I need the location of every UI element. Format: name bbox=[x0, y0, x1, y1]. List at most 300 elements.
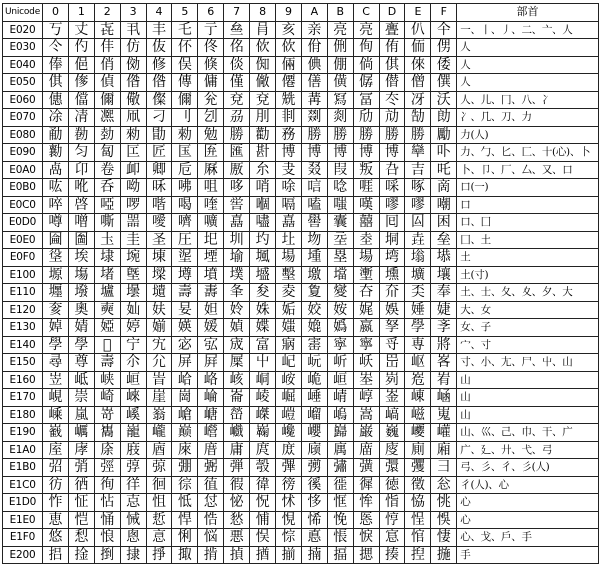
glyph-cell: 尒 bbox=[120, 354, 146, 372]
glyph-cell: 冴 bbox=[405, 91, 431, 109]
glyph-cell: 垌 bbox=[379, 231, 405, 249]
glyph-cell: 卟 bbox=[431, 144, 457, 162]
glyph-cell: 徦 bbox=[224, 476, 250, 494]
glyph-cell: 媸 bbox=[276, 319, 302, 337]
glyph-cell: 丂 bbox=[43, 21, 69, 39]
glyph-cell: 娛 bbox=[379, 301, 405, 319]
glyph-cell: 捸 bbox=[120, 546, 146, 564]
glyph-cell: 嚞 bbox=[224, 214, 250, 232]
glyph-cell: 屮 bbox=[250, 354, 276, 372]
glyph-cell: 徇 bbox=[94, 476, 120, 494]
glyph-cell: 冭 bbox=[379, 91, 405, 109]
glyph-cell: 丮 bbox=[120, 21, 146, 39]
glyph-cell: 嬴 bbox=[353, 319, 379, 337]
glyph-cell: 塲 bbox=[68, 266, 94, 284]
glyph-cell: 喹 bbox=[198, 196, 224, 214]
glyph-cell: 屏 bbox=[172, 354, 198, 372]
glyph-cell: 肙 bbox=[250, 21, 276, 39]
glyph-cell: 恺 bbox=[68, 511, 94, 529]
glyph-cell: 埃 bbox=[68, 249, 94, 267]
glyph-cell: 啄 bbox=[405, 179, 431, 197]
glyph-cell: 峘 bbox=[327, 371, 353, 389]
unicode-code-cell: E1C0 bbox=[3, 476, 43, 494]
glyph-cell: 廀 bbox=[379, 441, 405, 459]
glyph-cell: 侽 bbox=[431, 39, 457, 57]
glyph-cell: 徝 bbox=[198, 476, 224, 494]
glyph-cell: 弻 bbox=[198, 459, 224, 477]
glyph-cell: 勂 bbox=[405, 109, 431, 127]
glyph-cell: 匀 bbox=[68, 144, 94, 162]
glyph-cell: 巉 bbox=[276, 424, 302, 442]
glyph-cell: 匤 bbox=[172, 144, 198, 162]
glyph-cell: 峟 bbox=[431, 371, 457, 389]
glyph-cell: 怤 bbox=[198, 494, 224, 512]
glyph-cell: 凧 bbox=[120, 109, 146, 127]
glyph-cell: 嘐 bbox=[379, 196, 405, 214]
glyph-cell: 啇 bbox=[431, 179, 457, 197]
glyph-cell: 倛 bbox=[43, 74, 69, 92]
glyph-cell: 嵬 bbox=[431, 406, 457, 424]
radical-cell: 人、儿、冂、八、冫 bbox=[457, 91, 599, 109]
glyph-cell: 塨 bbox=[431, 249, 457, 267]
glyph-cell: 墍 bbox=[120, 266, 146, 284]
unicode-code-cell: E090 bbox=[3, 144, 43, 162]
glyph-cell: 嵠 bbox=[120, 406, 146, 424]
glyph-cell: 啞 bbox=[94, 196, 120, 214]
glyph-cell: 修 bbox=[146, 56, 172, 74]
table-row bbox=[3, 441, 599, 459]
glyph-cell: 圵 bbox=[276, 231, 302, 249]
glyph-cell: 崘 bbox=[198, 389, 224, 407]
glyph-cell: 僎 bbox=[431, 74, 457, 92]
glyph-cell: 悪 bbox=[224, 529, 250, 547]
glyph-cell: 剟 bbox=[301, 109, 327, 127]
glyph-cell: 媊 bbox=[146, 319, 172, 337]
glyph-cell: 噯 bbox=[146, 214, 172, 232]
glyph-cell: 劤 bbox=[353, 109, 379, 127]
glyph-cell: 庼 bbox=[301, 441, 327, 459]
glyph-cell: 呦 bbox=[120, 179, 146, 197]
glyph-cell: 巇 bbox=[224, 424, 250, 442]
glyph-cell: 㐂 bbox=[94, 21, 120, 39]
glyph-cell: 姤 bbox=[276, 301, 302, 319]
table-row bbox=[3, 319, 599, 337]
glyph-cell: 喾 bbox=[224, 196, 250, 214]
glyph-cell: 巃 bbox=[120, 424, 146, 442]
glyph-cell: 姲 bbox=[327, 301, 353, 319]
table-header-row bbox=[3, 4, 599, 22]
glyph-cell: 悢 bbox=[94, 529, 120, 547]
glyph-cell: 壙 bbox=[405, 266, 431, 284]
glyph-cell: 丈 bbox=[68, 21, 94, 39]
glyph-cell: 唁 bbox=[301, 179, 327, 197]
glyph-cell: 勝 bbox=[405, 126, 431, 144]
glyph-cell: 徵 bbox=[405, 476, 431, 494]
glyph-cell: 岏 bbox=[301, 354, 327, 372]
glyph-cell: 峒 bbox=[250, 371, 276, 389]
glyph-cell: 怟 bbox=[172, 494, 198, 512]
hex-column-header: 8 bbox=[250, 4, 276, 22]
glyph-cell: 博 bbox=[353, 144, 379, 162]
glyph-cell: 岊 bbox=[379, 354, 405, 372]
glyph-cell: 堵 bbox=[94, 266, 120, 284]
glyph-cell: 兊 bbox=[198, 91, 224, 109]
glyph-cell: 僧 bbox=[405, 74, 431, 92]
glyph-cell: 弸 bbox=[172, 459, 198, 477]
glyph-cell: 揓 bbox=[431, 546, 457, 564]
glyph-cell: 勝 bbox=[379, 126, 405, 144]
glyph-cell: 悩 bbox=[198, 529, 224, 547]
glyph-cell: 倭 bbox=[431, 56, 457, 74]
glyph-cell: 侕 bbox=[405, 39, 431, 57]
unicode-code-cell: E070 bbox=[3, 109, 43, 127]
radical-cell: 大、女 bbox=[457, 301, 599, 319]
table-row bbox=[3, 214, 599, 232]
radical-cell: 土、士、夂、夊、夕、大 bbox=[457, 284, 599, 302]
glyph-cell: 僝 bbox=[353, 74, 379, 92]
radical-cell: 弓、彡、彳、彡(人) bbox=[457, 459, 599, 477]
glyph-cell: 妲 bbox=[198, 301, 224, 319]
glyph-cell: 佾 bbox=[301, 39, 327, 57]
glyph-cell: 崞 bbox=[353, 389, 379, 407]
glyph-cell: 卷 bbox=[94, 161, 120, 179]
glyph-cell: 埿 bbox=[172, 249, 198, 267]
hex-column-header: 3 bbox=[120, 4, 146, 22]
unicode-code-cell: E140 bbox=[3, 336, 43, 354]
radical-cell: 一、丨、丿、二、亠、人 bbox=[457, 21, 599, 39]
glyph-cell: 壎 bbox=[379, 266, 405, 284]
glyph-cell: 怚 bbox=[146, 494, 172, 512]
radical-cell: 手 bbox=[457, 546, 599, 564]
glyph-cell: 偧 bbox=[68, 74, 94, 92]
glyph-cell: 嗝 bbox=[276, 196, 302, 214]
glyph-cell: 垼 bbox=[43, 249, 69, 267]
radical-cell: 口、囗 bbox=[457, 214, 599, 232]
glyph-cell: 倁 bbox=[250, 56, 276, 74]
glyph-cell: 圭 bbox=[120, 231, 146, 249]
glyph-cell: 壋 bbox=[327, 266, 353, 284]
glyph-cell: 悕 bbox=[301, 511, 327, 529]
table-row bbox=[3, 371, 599, 389]
glyph-cell: 偵 bbox=[94, 74, 120, 92]
glyph-cell: 嵨 bbox=[327, 406, 353, 424]
glyph-cell: 刂 bbox=[172, 109, 198, 127]
glyph-cell: 僅 bbox=[224, 74, 250, 92]
glyph-cell: 啋 bbox=[379, 179, 405, 197]
hex-column-header: 4 bbox=[146, 4, 172, 22]
unicode-code-cell: E0B0 bbox=[3, 179, 43, 197]
unicode-code-cell: E050 bbox=[3, 74, 43, 92]
hex-column-header: 9 bbox=[276, 4, 302, 22]
glyph-cell: 峐 bbox=[224, 371, 250, 389]
glyph-cell: 啓 bbox=[68, 196, 94, 214]
glyph-cell: 佟 bbox=[198, 39, 224, 57]
table-row bbox=[3, 406, 599, 424]
glyph-cell: 媟 bbox=[250, 319, 276, 337]
glyph-cell: 夻 bbox=[353, 284, 379, 302]
glyph-cell: 倓 bbox=[224, 56, 250, 74]
glyph-cell: 僙 bbox=[327, 74, 353, 92]
glyph-cell: 嗰 bbox=[250, 196, 276, 214]
table-row bbox=[3, 389, 599, 407]
glyph-cell: 勑 bbox=[120, 126, 146, 144]
glyph-cell: 勖 bbox=[146, 126, 172, 144]
radical-cell: 山、巛、己、巾、干、广 bbox=[457, 424, 599, 442]
glyph-cell: 妟 bbox=[172, 301, 198, 319]
glyph-cell: 圳 bbox=[224, 231, 250, 249]
glyph-cell: 悐 bbox=[224, 511, 250, 529]
glyph-cell: 倘 bbox=[353, 56, 379, 74]
glyph-cell: 亹 bbox=[379, 21, 405, 39]
glyph-cell: 嚞 bbox=[276, 214, 302, 232]
table-row bbox=[3, 354, 599, 372]
glyph-cell: 墼 bbox=[276, 266, 302, 284]
unicode-code-table bbox=[2, 3, 599, 564]
glyph-cell: 囜 bbox=[405, 214, 431, 232]
unicode-code-cell: E130 bbox=[3, 319, 43, 337]
glyph-cell: 尊 bbox=[68, 354, 94, 372]
glyph-cell: 僡 bbox=[43, 91, 69, 109]
table-row bbox=[3, 56, 599, 74]
table-row bbox=[3, 144, 599, 162]
glyph-cell: 劥 bbox=[379, 109, 405, 127]
glyph-cell: 崝 bbox=[327, 389, 353, 407]
glyph-cell: 崇 bbox=[68, 389, 94, 407]
radical-cell: 心、戈、戶、手 bbox=[457, 529, 599, 547]
glyph-cell: 吉 bbox=[405, 161, 431, 179]
glyph-cell: 𡦹 bbox=[94, 336, 120, 354]
glyph-cell: 掫 bbox=[172, 546, 198, 564]
glyph-cell: 妋 bbox=[146, 301, 172, 319]
glyph-cell: 岦 bbox=[43, 371, 69, 389]
glyph-cell: 伖 bbox=[146, 39, 172, 57]
radical-cell: 心 bbox=[457, 511, 599, 529]
glyph-cell: 悡 bbox=[68, 529, 94, 547]
glyph-cell: 宓 bbox=[172, 336, 198, 354]
glyph-cell: 斈 bbox=[431, 319, 457, 337]
glyph-cell: 彃 bbox=[276, 459, 302, 477]
glyph-cell: 壜 bbox=[120, 284, 146, 302]
glyph-cell: 彷 bbox=[43, 476, 69, 494]
table-row bbox=[3, 196, 599, 214]
glyph-cell: 怔 bbox=[68, 494, 94, 512]
table-row bbox=[3, 21, 599, 39]
glyph-cell: 徰 bbox=[327, 476, 353, 494]
glyph-cell: 佽 bbox=[276, 39, 302, 57]
glyph-cell: 徯 bbox=[301, 476, 327, 494]
glyph-cell: 堸 bbox=[250, 249, 276, 267]
glyph-cell: 吪 bbox=[68, 179, 94, 197]
glyph-cell: 彉 bbox=[353, 459, 379, 477]
table-row bbox=[3, 546, 599, 564]
glyph-cell: 困 bbox=[431, 214, 457, 232]
unicode-code-cell: E200 bbox=[3, 546, 43, 564]
glyph-cell: 庹 bbox=[250, 441, 276, 459]
glyph-cell: 哨 bbox=[250, 179, 276, 197]
radical-cell: 宀、寸 bbox=[457, 336, 599, 354]
glyph-cell: 娓 bbox=[353, 301, 379, 319]
glyph-cell: 悑 bbox=[250, 511, 276, 529]
glyph-cell: 勝 bbox=[224, 126, 250, 144]
glyph-cell: 巈 bbox=[250, 424, 276, 442]
table-row bbox=[3, 126, 599, 144]
glyph-cell: 啀 bbox=[353, 179, 379, 197]
glyph-cell: 婷 bbox=[120, 319, 146, 337]
glyph-cell: 徉 bbox=[120, 476, 146, 494]
glyph-cell: 咀 bbox=[198, 179, 224, 197]
table-row bbox=[3, 284, 599, 302]
glyph-cell: 悎 bbox=[198, 511, 224, 529]
glyph-cell: 悗 bbox=[327, 511, 353, 529]
glyph-cell: 掙 bbox=[146, 546, 172, 564]
glyph-cell: 刁 bbox=[146, 109, 172, 127]
glyph-cell: 寜 bbox=[327, 336, 353, 354]
glyph-cell: 兗 bbox=[224, 91, 250, 109]
glyph-cell: 儆 bbox=[120, 91, 146, 109]
glyph-cell: 丰 bbox=[146, 21, 172, 39]
glyph-cell: 恈 bbox=[353, 494, 379, 512]
glyph-cell: 嵪 bbox=[379, 406, 405, 424]
table-row bbox=[3, 424, 599, 442]
hex-column-header: 0 bbox=[43, 4, 69, 22]
table-row bbox=[3, 301, 599, 319]
glyph-cell: 剡 bbox=[327, 109, 353, 127]
radical-cell: 山 bbox=[457, 371, 599, 389]
glyph-cell: 俋 bbox=[68, 56, 94, 74]
glyph-cell: 仢 bbox=[68, 39, 94, 57]
radical-cell: 囗、土 bbox=[457, 231, 599, 249]
hex-column-header: 2 bbox=[94, 4, 120, 22]
glyph-cell: 嗑 bbox=[301, 196, 327, 214]
radical-cell: 力(人) bbox=[457, 126, 599, 144]
glyph-cell: 嚳 bbox=[301, 214, 327, 232]
glyph-cell: 堹 bbox=[301, 249, 327, 267]
glyph-cell: 夌 bbox=[276, 284, 302, 302]
glyph-cell: 囊 bbox=[327, 214, 353, 232]
glyph-cell: 侚 bbox=[353, 39, 379, 57]
glyph-cell: 仒 bbox=[43, 39, 69, 57]
glyph-cell: 卨 bbox=[43, 161, 69, 179]
glyph-cell: 怍 bbox=[43, 494, 69, 512]
unicode-code-cell: E190 bbox=[3, 424, 43, 442]
unicode-code-cell: E120 bbox=[3, 301, 43, 319]
glyph-cell: 刕 bbox=[224, 109, 250, 127]
glyph-cell: 卹 bbox=[120, 161, 146, 179]
glyph-cell: 冓 bbox=[301, 91, 327, 109]
glyph-cell: 勸 bbox=[250, 126, 276, 144]
glyph-cell: 揇 bbox=[301, 546, 327, 564]
glyph-cell: 倈 bbox=[405, 56, 431, 74]
table-row bbox=[3, 266, 599, 284]
glyph-cell: 奧 bbox=[68, 301, 94, 319]
glyph-cell: 墳 bbox=[198, 266, 224, 284]
glyph-cell: 倗 bbox=[327, 56, 353, 74]
glyph-cell: 寧 bbox=[353, 336, 379, 354]
glyph-cell: 匥 bbox=[198, 144, 224, 162]
radical-cell: 心 bbox=[457, 494, 599, 512]
glyph-cell: 叏 bbox=[276, 161, 302, 179]
radical-cell: 冫、几、刀、力 bbox=[457, 109, 599, 127]
radical-cell: 女、子 bbox=[457, 319, 599, 337]
glyph-cell: 峴 bbox=[43, 389, 69, 407]
glyph-cell: 勈 bbox=[43, 126, 69, 144]
glyph-cell: 兗 bbox=[250, 91, 276, 109]
unicode-code-cell: E100 bbox=[3, 266, 43, 284]
glyph-cell: 姝 bbox=[250, 301, 276, 319]
glyph-cell: 峛 bbox=[379, 371, 405, 389]
glyph-cell: 夆 bbox=[224, 284, 250, 302]
glyph-cell: 勆 bbox=[431, 109, 457, 127]
radical-cell: 口 bbox=[457, 196, 599, 214]
glyph-cell: 彋 bbox=[379, 459, 405, 477]
glyph-cell: 奒 bbox=[43, 301, 69, 319]
glyph-cell: 悊 bbox=[146, 511, 172, 529]
glyph-cell: 悤 bbox=[120, 529, 146, 547]
glyph-cell: 僊 bbox=[276, 74, 302, 92]
glyph-cell: 塆 bbox=[379, 249, 405, 267]
glyph-cell: 僐 bbox=[301, 74, 327, 92]
glyph-cell: 啰 bbox=[120, 196, 146, 214]
glyph-cell: 悍 bbox=[172, 511, 198, 529]
unicode-code-cell: E040 bbox=[3, 56, 43, 74]
unicode-code-cell: E1E0 bbox=[3, 511, 43, 529]
glyph-cell: 匠 bbox=[146, 144, 172, 162]
glyph-cell: 怭 bbox=[224, 494, 250, 512]
glyph-cell: 亝 bbox=[224, 21, 250, 39]
unicode-code-cell: E0F0 bbox=[3, 249, 43, 267]
glyph-cell: 徆 bbox=[68, 476, 94, 494]
glyph-cell: 儞 bbox=[94, 91, 120, 109]
glyph-cell: 悀 bbox=[94, 511, 120, 529]
unicode-code-cell: E060 bbox=[3, 91, 43, 109]
glyph-cell: 倎 bbox=[301, 56, 327, 74]
glyph-cell: 姣 bbox=[301, 301, 327, 319]
glyph-cell: 叚 bbox=[327, 161, 353, 179]
glyph-cell: 嘆 bbox=[353, 196, 379, 214]
glyph-cell: 夼 bbox=[379, 284, 405, 302]
glyph-cell: 嘶 bbox=[94, 214, 120, 232]
glyph-cell: 勑 bbox=[172, 126, 198, 144]
glyph-cell: 埬 bbox=[146, 249, 172, 267]
glyph-cell: 岆 bbox=[353, 354, 379, 372]
glyph-cell: 悹 bbox=[379, 529, 405, 547]
glyph-cell: 揂 bbox=[250, 546, 276, 564]
glyph-cell: 場 bbox=[353, 249, 379, 267]
glyph-cell: 卮 bbox=[172, 161, 198, 179]
glyph-cell: 刖 bbox=[250, 109, 276, 127]
glyph-cell: 務 bbox=[276, 126, 302, 144]
glyph-cell: 匐 bbox=[94, 144, 120, 162]
unicode-code-cell: E150 bbox=[3, 354, 43, 372]
hex-column-header: B bbox=[327, 4, 353, 22]
glyph-cell: 宄 bbox=[146, 336, 172, 354]
unicode-code-cell: E1F0 bbox=[3, 529, 43, 547]
glyph-cell: 巆 bbox=[198, 424, 224, 442]
glyph-cell: 圗 bbox=[68, 231, 94, 249]
glyph-cell: 寽 bbox=[379, 336, 405, 354]
glyph-cell: 悠 bbox=[43, 529, 69, 547]
glyph-cell: 崍 bbox=[120, 389, 146, 407]
glyph-cell: 廁 bbox=[405, 441, 431, 459]
glyph-cell: 亍 bbox=[198, 21, 224, 39]
glyph-cell: 場 bbox=[276, 249, 302, 267]
glyph-cell: 崗 bbox=[172, 389, 198, 407]
glyph-cell: 厤 bbox=[198, 161, 224, 179]
glyph-cell: 崜 bbox=[301, 389, 327, 407]
radical-cell: 人 bbox=[457, 56, 599, 74]
glyph-cell: 噌 bbox=[68, 214, 94, 232]
glyph-cell: 庲 bbox=[172, 441, 198, 459]
